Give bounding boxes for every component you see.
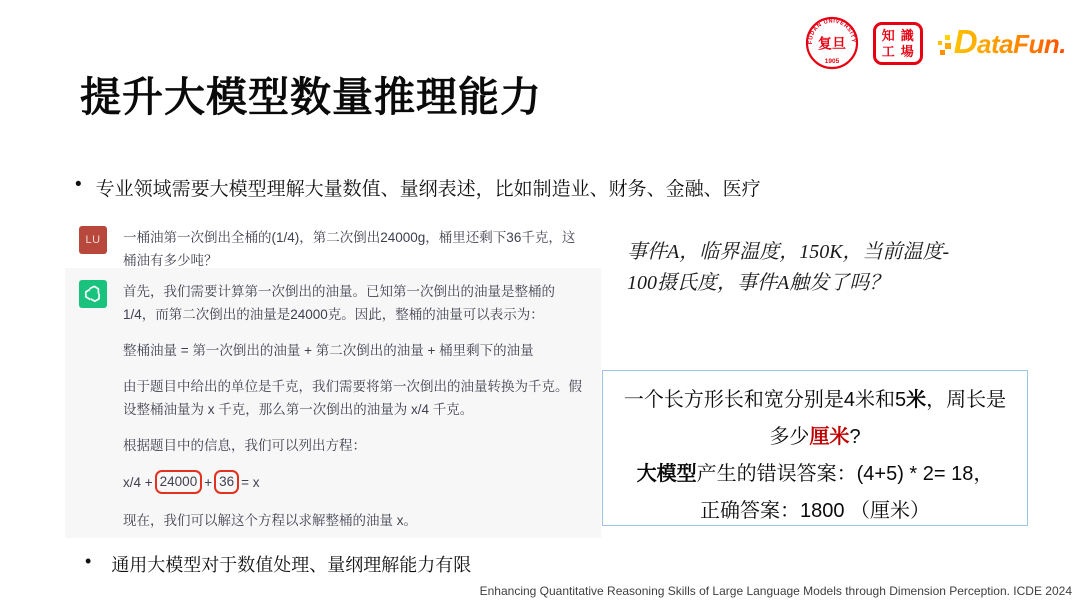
- note-line: 事件A，临界温度，150K，当前温度-: [627, 241, 950, 263]
- chat-assistant-row: [65, 268, 601, 538]
- correct-answer-text: 正确答案：1800 （厘米）: [699, 500, 931, 522]
- equation-plus: +: [204, 474, 213, 490]
- svg-text:1905: 1905: [824, 58, 839, 65]
- question-text: ，周长是: [926, 389, 1007, 411]
- user-avatar: [79, 226, 107, 254]
- user-message: 一桶油第一次倒出全桶的(1/4)，第二次倒出24000g，桶里还剩下36千克，这桶油有多少吨？: [123, 230, 576, 268]
- logo-row: [805, 16, 1066, 70]
- chat-user-row: [65, 213, 601, 268]
- assistant-closing: 现在，我们可以解这个方程以求解整桶的油量 x。: [123, 513, 418, 528]
- bullet-bottom-text: 通用大模型对于数值处理、量纲理解能力有限: [111, 555, 472, 575]
- italic-note: [627, 237, 1057, 299]
- openai-logo-icon: [83, 284, 103, 304]
- page-title: 提升大模型数量推理能力: [80, 74, 542, 120]
- assistant-message: [123, 280, 585, 538]
- question-text: ?: [849, 426, 861, 448]
- question-bold-unit: 米: [906, 389, 927, 411]
- stamp-char: 工: [881, 43, 895, 59]
- red-circle-annotation: 36: [214, 470, 239, 494]
- chatgpt-screenshot: [65, 213, 601, 538]
- question-text: 多少: [769, 426, 810, 448]
- datafun-logo: [937, 23, 1066, 60]
- datafun-pixel-dots-icon: [937, 33, 952, 59]
- bullet-top-text: 专业领域需要大模型理解大量数值、量纲表述，比如制造业、财务、金融、医疗: [95, 179, 761, 200]
- assistant-paragraph: 由于题目中给出的单位是千克，我们需要将第一次倒出的油量转换为千克。假设整桶油量为 x 千克，那么第一次倒出的油量为 x/4 千克。: [123, 379, 582, 417]
- red-circle-annotation: 24000: [155, 470, 203, 494]
- equation-tail: = x: [241, 474, 260, 490]
- stamp-char: 場: [900, 43, 914, 59]
- user-avatar-initials: LU: [85, 234, 101, 246]
- assistant-avatar: [79, 280, 107, 308]
- equation-lead: x/4 +: [123, 474, 153, 490]
- svg-text:FUDAN UNIVERSITY: FUDAN UNIVERSITY: [807, 18, 856, 45]
- note-line: 100摄氏度，事件A触发了吗？: [627, 272, 890, 294]
- bullet-dot: •: [75, 174, 82, 195]
- bullet-dot: •: [85, 551, 92, 571]
- question-red-unit: 厘米: [809, 426, 850, 448]
- bullet-bottom: [85, 551, 471, 577]
- assistant-paragraph: 根据题目中的信息，我们可以列出方程：: [123, 438, 366, 453]
- footer-citation: Enhancing Quantitative Reasoning Skills of Large Language Models through Dimension Perception. ICDE 2024: [479, 584, 1072, 598]
- stamp-char: 識: [900, 27, 914, 43]
- stamp-char: 知: [881, 27, 895, 43]
- wrong-answer-text: 产生的错误答案：(4+5) * 2= 18，: [696, 463, 994, 485]
- assistant-equation: [123, 470, 585, 494]
- question-text: 一个长方形长和宽分别是4米和5: [623, 389, 907, 411]
- assistant-paragraph: 首先，我们需要计算第一次倒出的油量。已知第一次倒出的油量是整桶的1/4，而第二次倒出的油量是24000克。因此，整桶的油量可以表示为：: [123, 284, 555, 322]
- error-example-box: [602, 370, 1028, 526]
- svg-text:复旦: 复旦: [817, 35, 846, 52]
- answer-bold-label: 大模型: [636, 463, 697, 485]
- knowledge-works-stamp-icon: [873, 22, 923, 65]
- assistant-paragraph: 整桶油量 = 第一次倒出的油量 + 第二次倒出的油量 + 桶里剩下的油量: [123, 343, 534, 358]
- datafun-wordmark: DataFun.: [953, 23, 1066, 60]
- bullet-top: [75, 174, 761, 201]
- fudan-university-seal-icon: [805, 16, 859, 70]
